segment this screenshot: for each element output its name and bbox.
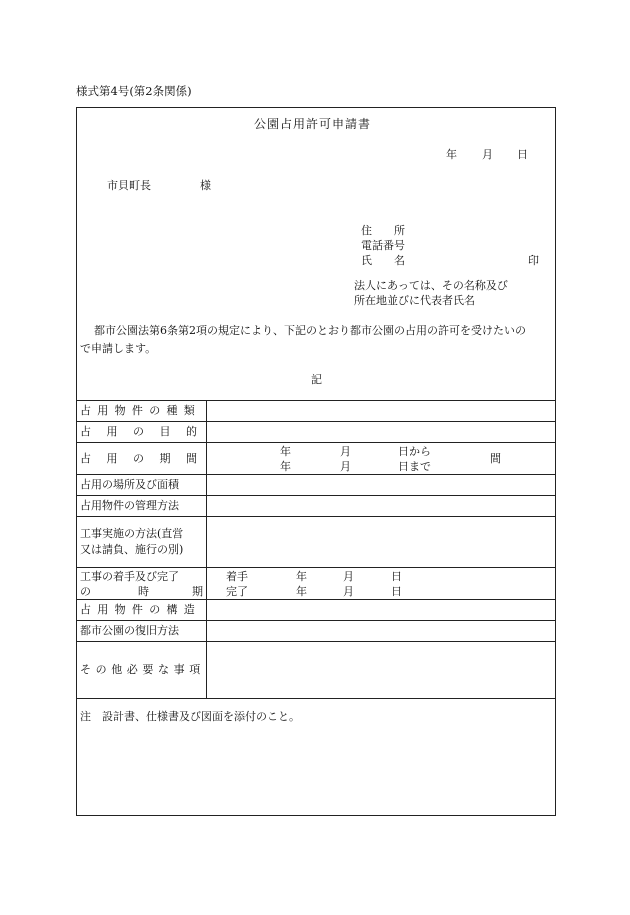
corp-note-line-1: 法人にあっては、その名称及び: [354, 279, 508, 292]
row-line: [76, 620, 556, 621]
row-line: [76, 599, 556, 600]
row-label-item-type: [80, 405, 204, 416]
row-label-management: 占用物件の管理方法: [80, 499, 179, 512]
row-label-place-area: 占用の場所及び面積: [80, 478, 179, 491]
row-label-start-end-2b: 時: [138, 585, 149, 598]
seal-mark: 印: [528, 254, 539, 267]
name-label: 氏 名: [361, 254, 405, 267]
construction-end-year: 年: [296, 585, 307, 598]
row-line: [76, 567, 556, 568]
row-label-start-end-2c: 期: [192, 585, 203, 598]
period-from-day: 日から: [398, 445, 431, 458]
date-day: 日: [517, 148, 528, 161]
address-label: 住 所: [361, 224, 405, 237]
construction-start-month: 月: [343, 570, 354, 583]
period-to-day: 日まで: [398, 460, 431, 473]
ki-heading: 記: [311, 373, 322, 386]
row-label-period: 占用の期間: [80, 452, 213, 465]
row-label-construction-method-1: 工事実施の方法(直営: [80, 527, 184, 540]
period-to-month: 月: [340, 460, 351, 473]
row-label-purpose: 占用の目的: [80, 425, 213, 438]
row-label-start-end-1: 工事の着手及び完了: [80, 570, 179, 583]
form-number: 様式第4号(第2条関係): [76, 84, 192, 98]
body-text-line-2: で申請します。: [80, 342, 157, 355]
addressee-honorific: 様: [200, 179, 211, 192]
corp-note-line-2: 所在地並びに代表者氏名: [354, 294, 475, 307]
table-top-line: [76, 400, 556, 401]
row-label-other: その他必要な事項: [80, 663, 205, 676]
body-text-line-1: 都市公園法第6条第2項の規定により、下記のとおり都市公園の占用の許可を受けたいの: [94, 324, 526, 337]
period-duration: 間: [490, 452, 501, 465]
period-from-year: 年: [280, 445, 291, 458]
row-line: [76, 474, 556, 475]
spread-text: 占用物件の種類: [80, 404, 202, 417]
period-to-year: 年: [280, 460, 291, 473]
construction-start-year: 年: [296, 570, 307, 583]
row-label-construction-method-2: 又は請負、施行の別): [80, 543, 184, 556]
row-line: [76, 421, 556, 422]
row-line: [76, 698, 556, 699]
row-line: [76, 641, 556, 642]
row-line: [76, 495, 556, 496]
label-column-divider: [206, 400, 207, 698]
date-month: 月: [482, 148, 493, 161]
row-label-start-end-2a: の: [80, 585, 91, 598]
form-title: 公園占用許可申請書: [254, 117, 372, 131]
phone-label: 電話番号: [361, 239, 405, 252]
construction-start-label: 着手: [226, 570, 248, 583]
row-line: [76, 516, 556, 517]
date-year: 年: [446, 148, 457, 161]
addressee-name: 市貝町長: [107, 179, 151, 192]
construction-end-month: 月: [343, 585, 354, 598]
row-line: [76, 442, 556, 443]
construction-start-day: 日: [391, 570, 402, 583]
row-label-restore: 都市公園の復旧方法: [80, 624, 179, 637]
row-label-structure: 占用物件の構造: [80, 603, 202, 616]
construction-end-label: 完了: [226, 585, 248, 598]
attachment-note: 注 設計書、仕様書及び図面を添付のこと。: [80, 710, 300, 723]
period-from-month: 月: [340, 445, 351, 458]
construction-end-day: 日: [391, 585, 402, 598]
